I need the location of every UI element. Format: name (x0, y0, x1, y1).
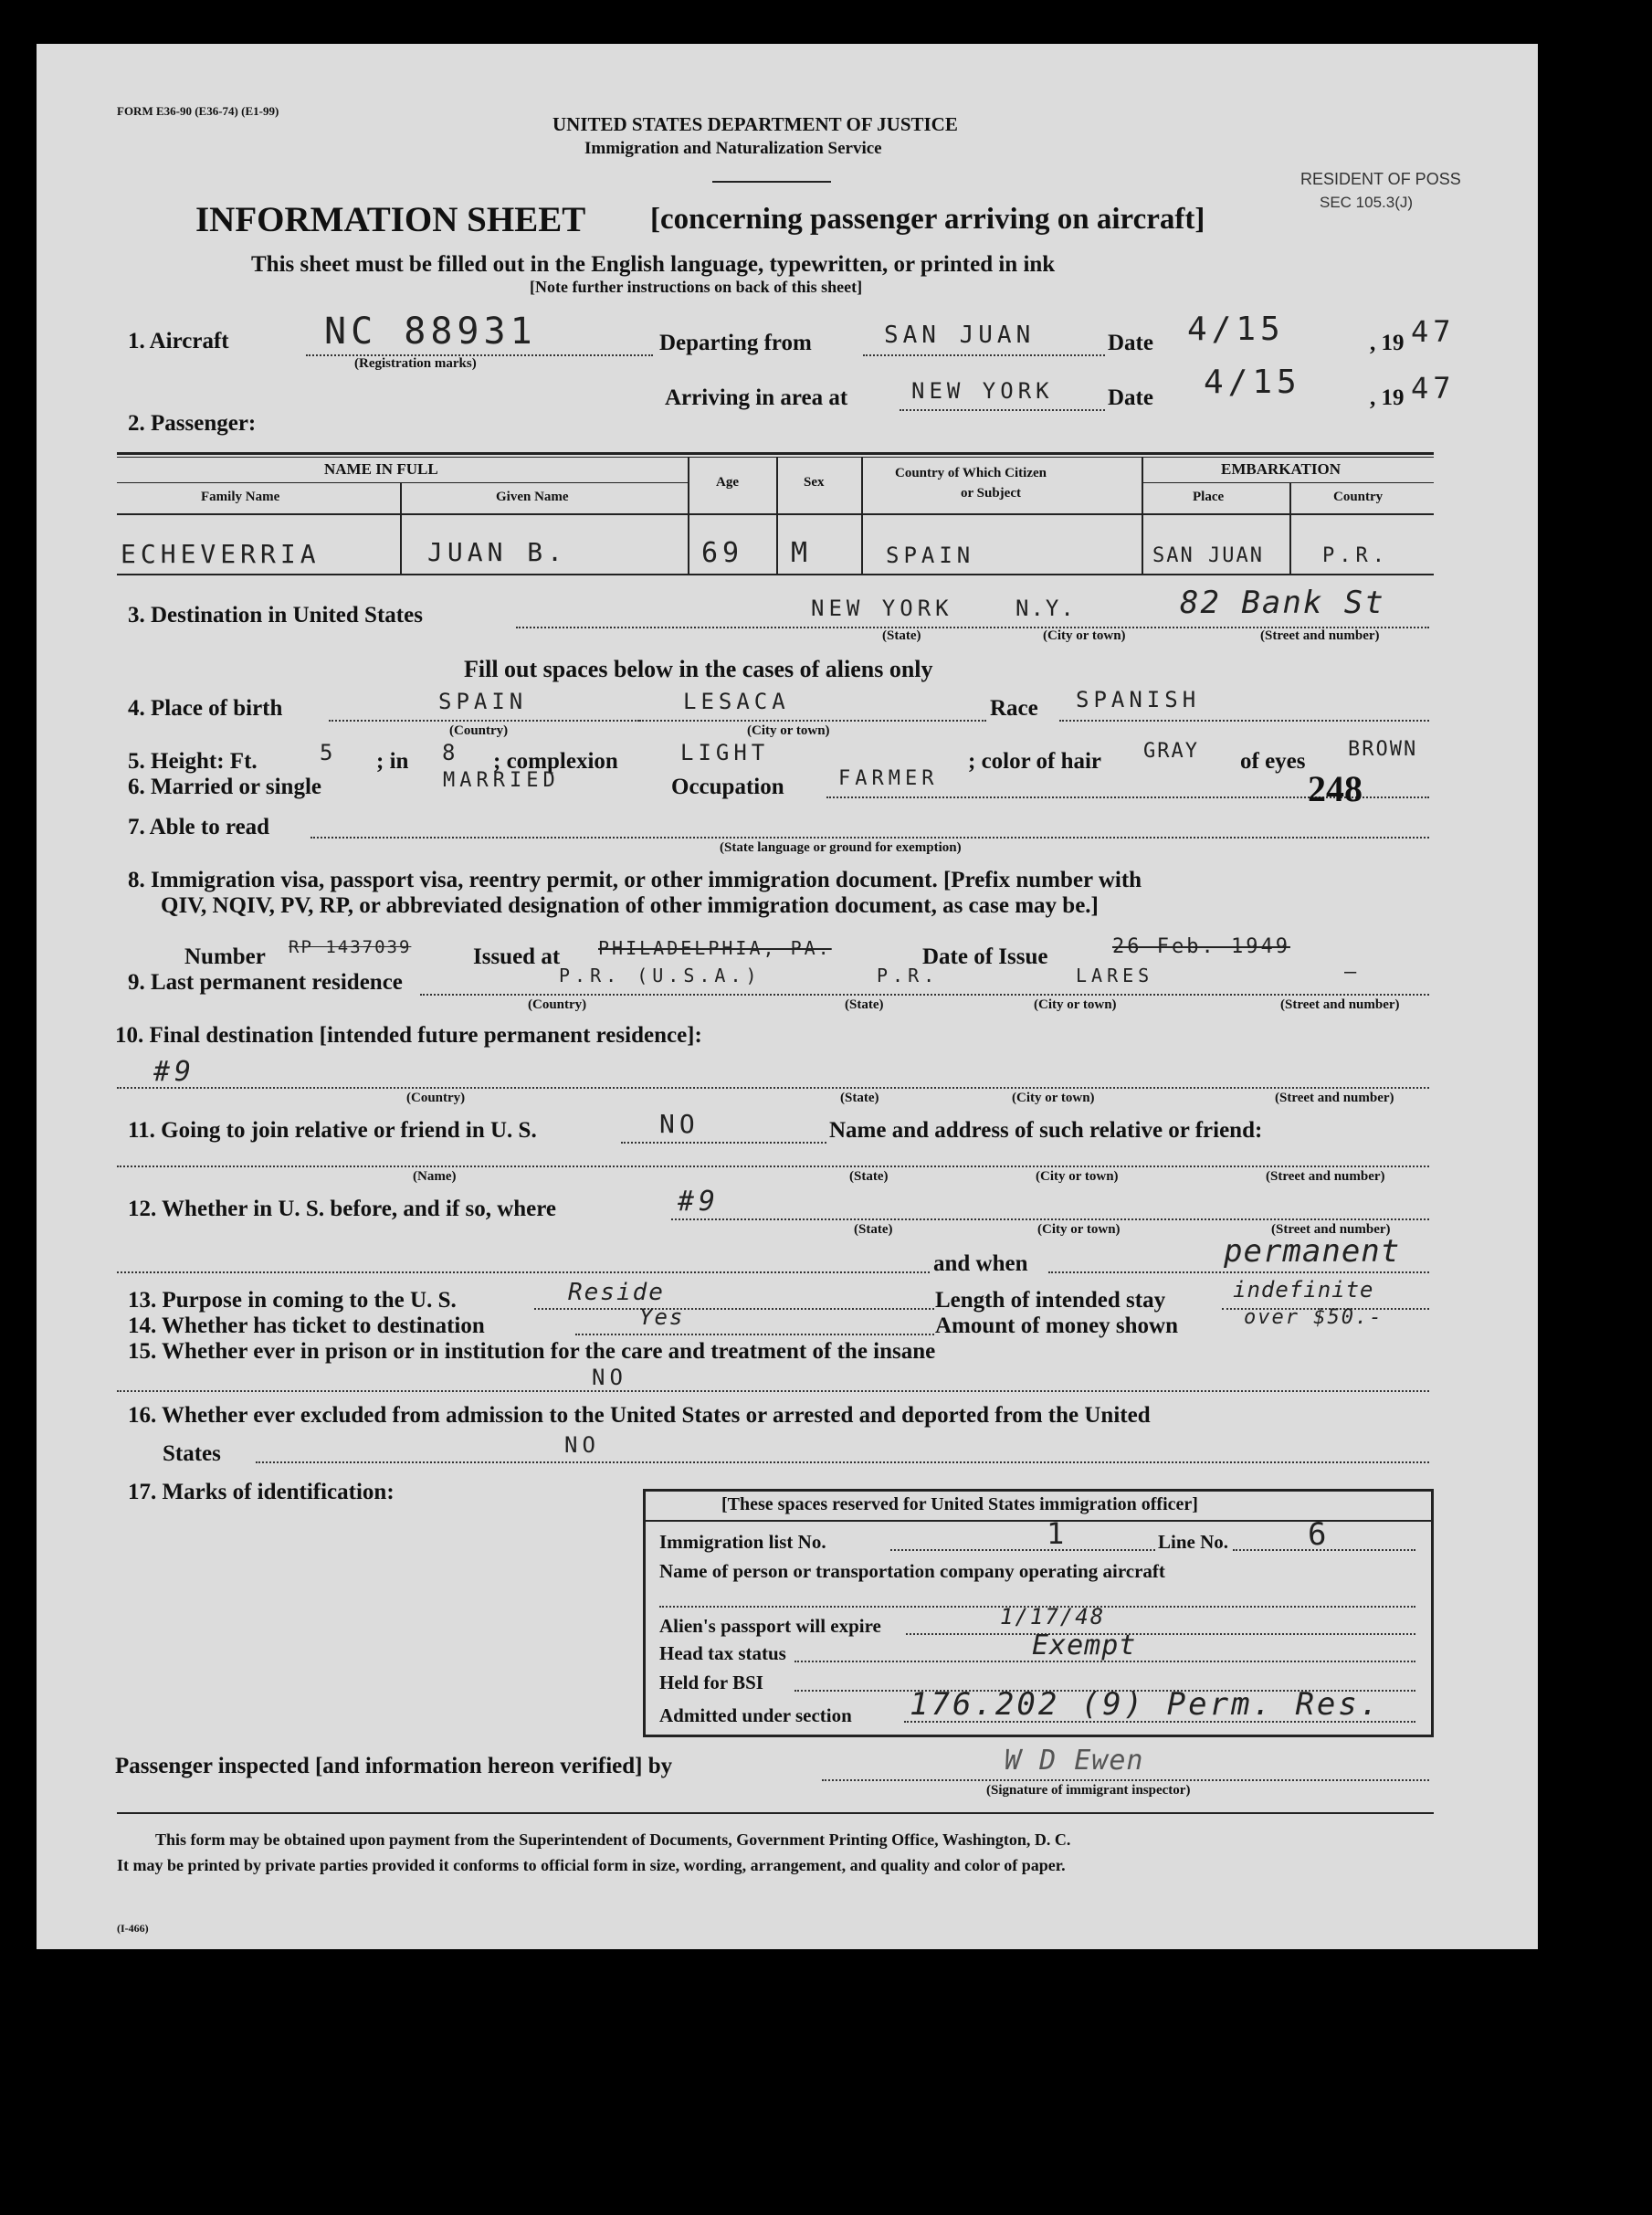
col-divider-3 (776, 457, 778, 574)
inspector-signature: W D Ewen (1005, 1745, 1144, 1777)
stamp-code: SEC 105.3(J) (1320, 194, 1414, 211)
prison-line (117, 1390, 1429, 1392)
stamp-resident: RESIDENT OF POSS (1300, 170, 1461, 188)
departing-year-label: , 19 (1370, 331, 1405, 355)
admitted-section-label: Admitted under section (659, 1704, 852, 1726)
destination-city: NEW YORK (811, 596, 953, 621)
occupation-label: Occupation (671, 775, 784, 799)
purpose-line (534, 1308, 934, 1310)
footer-form-code: (I-466) (117, 1922, 149, 1935)
service-title: Immigration and Naturalization Service (584, 139, 882, 158)
family-name-value: ECHEVERRIA (121, 539, 321, 569)
married-value: MARRIED (443, 769, 560, 792)
hair-value: GRAY (1143, 740, 1199, 763)
departing-year-value: 47 (1411, 314, 1456, 349)
head-tax-value: Exempt (1032, 1630, 1137, 1661)
arriving-line (900, 409, 1105, 411)
length-stay-value: indefinite (1233, 1277, 1374, 1303)
table-top-rule-2 (117, 457, 1434, 458)
embarkation-header: EMBARKATION (1221, 460, 1341, 478)
col-divider-2 (688, 457, 689, 574)
inspector-signature-line (822, 1779, 1429, 1781)
passenger-label: 2. Passenger: (128, 411, 257, 436)
join-relative-value: NO (659, 1109, 700, 1139)
footer-line2: It may be printed by private parties provided it conforms to official form in size, wording, arrangement, and quality and color of paper. (117, 1856, 1066, 1874)
residence-country-value: P.R. (U.S.A.) (559, 965, 762, 986)
passport-expire-label: Alien's passport will expire (659, 1615, 881, 1637)
footer-rule (117, 1812, 1434, 1814)
col-divider-1 (400, 482, 402, 574)
name-sub-rule (117, 482, 688, 483)
residence-street-caption: (Street and number) (1280, 997, 1400, 1012)
officer-box-title: [These spaces reserved for United States immigration officer] (721, 1494, 1198, 1514)
height-inches-label: ; in (376, 749, 409, 774)
departing-date-label: Date (1108, 331, 1153, 355)
relative-city-caption: (City or town) (1036, 1169, 1119, 1184)
destination-street-caption: (Street and number) (1260, 628, 1380, 643)
passport-expire-line (906, 1633, 1415, 1635)
married-label: 6. Married or single (128, 775, 321, 799)
height-inches-value: 8 (442, 740, 460, 765)
length-stay-label: Length of intended stay (935, 1288, 1166, 1313)
arriving-value: NEW YORK (911, 378, 1054, 404)
arriving-date-value: 4/15 (1204, 364, 1301, 401)
excluded-value: NO (564, 1432, 600, 1458)
residence-state-caption: (State) (845, 997, 884, 1012)
final-destination-value: #9 (153, 1056, 196, 1088)
citizen-value: SPAIN (886, 543, 975, 568)
previous-visit-line (671, 1218, 1429, 1220)
and-when-value: permanent (1224, 1233, 1401, 1270)
sex-value: M (791, 537, 813, 569)
prison-label: 15. Whether ever in prison or in institution for the care and treatment of the insane (128, 1339, 936, 1364)
eyes-value: BROWN (1348, 738, 1418, 761)
inspector-signature-caption: (Signature of immigrant inspector) (986, 1783, 1191, 1798)
excluded-label-line2: States (163, 1441, 221, 1466)
visa-number-label: Number (184, 944, 266, 969)
purpose-value: Reside (568, 1279, 665, 1306)
col-divider-5 (1142, 457, 1143, 574)
money-label: Amount of money shown (935, 1313, 1179, 1338)
prison-value: NO (592, 1365, 627, 1390)
visa-label-line2: QIV, NQIV, PV, RP, or abbreviated designation of other immigration document, as case may be.] (161, 893, 1099, 918)
immigration-list-line (890, 1549, 1155, 1551)
birth-city-caption: (City or town) (747, 723, 830, 738)
previous-visit-line-2 (117, 1271, 930, 1273)
race-value: SPANISH (1076, 687, 1201, 712)
instruction-line: This sheet must be filled out in the English language, typewritten, or printed in ink (251, 252, 1056, 277)
final-street-caption: (Street and number) (1275, 1091, 1394, 1105)
immigration-list-label: Immigration list No. (659, 1531, 826, 1553)
marks-label: 17. Marks of identification: (128, 1480, 395, 1504)
read-caption: (State language or ground for exemption) (720, 840, 962, 855)
excluded-line (256, 1461, 1429, 1463)
destination-state: N.Y. (1015, 596, 1076, 621)
age-header: Age (716, 475, 739, 490)
relative-address-line (117, 1166, 1429, 1167)
destination-label: 3. Destination in United States (128, 603, 423, 628)
sex-header: Sex (804, 475, 825, 490)
inspected-label: Passenger inspected [and information hereon verified] by (115, 1754, 673, 1778)
destination-city-caption: (City or town) (1043, 628, 1126, 643)
passport-expire-value: 1/17/48 (1000, 1604, 1106, 1630)
admitted-section-line (904, 1721, 1415, 1723)
previous-city-caption: (City or town) (1037, 1222, 1121, 1237)
read-label: 7. Able to read (128, 815, 270, 839)
complexion-value: LIGHT (680, 740, 770, 765)
table-bottom-rule (117, 574, 1434, 575)
page-title: INFORMATION SHEET (195, 200, 586, 239)
departing-value: SAN JUAN (884, 322, 1036, 349)
ticket-value: Yes (639, 1304, 685, 1330)
department-title: UNITED STATES DEPARTMENT OF JUSTICE (552, 113, 958, 135)
country-header: Country (1333, 490, 1384, 504)
departing-line (863, 354, 1105, 356)
page-subtitle: [concerning passenger arriving on aircraft] (650, 203, 1205, 236)
birth-city-value: LESACA (683, 689, 790, 714)
line-no-line (1233, 1549, 1415, 1551)
col-divider-4 (861, 457, 863, 574)
arriving-year-label: , 19 (1370, 385, 1405, 410)
and-when-line (1048, 1271, 1429, 1273)
arriving-label: Arriving in area at (665, 385, 848, 410)
arriving-date-label: Date (1108, 385, 1153, 410)
departing-date-value: 4/15 (1187, 311, 1285, 348)
registration-caption: (Registration marks) (354, 356, 477, 371)
previous-state-caption: (State) (854, 1222, 893, 1237)
join-relative-line (621, 1142, 826, 1144)
hair-label: ; color of hair (968, 749, 1102, 774)
relative-name-label: Name and address of such relative or friend: (829, 1118, 1263, 1143)
table-top-rule (117, 452, 1434, 455)
issued-at-label: Issued at (473, 944, 561, 969)
admitted-section-value: 176.202 (9) Perm. Res. (910, 1686, 1382, 1723)
page-number: 248 (1308, 768, 1363, 809)
height-label: 5. Height: Ft. (128, 749, 258, 774)
visa-label-line1: 8. Immigration visa, passport visa, reentry permit, or other immigration document. [Prefix number with (128, 868, 1142, 892)
previous-visit-label: 12. Whether in U. S. before, and if so, where (128, 1197, 556, 1221)
head-tax-line (794, 1661, 1415, 1662)
operator-label: Name of person or transportation company operating aircraft (659, 1560, 1165, 1582)
residence-street-value: — (1344, 961, 1362, 984)
name-in-full-header: NAME IN FULL (324, 460, 438, 478)
excluded-label-line1: 16. Whether ever excluded from admission to the United States or arrested and deported from the United (128, 1403, 1151, 1428)
race-label: Race (990, 696, 1038, 721)
line-no-value: 6 (1308, 1516, 1331, 1553)
purpose-label: 13. Purpose in coming to the U. S. (128, 1288, 457, 1313)
race-line (1059, 720, 1429, 722)
complexion-label: ; complexion (493, 749, 618, 774)
age-value: 69 (701, 537, 744, 569)
relative-name-caption: (Name) (413, 1169, 457, 1184)
embark-country-value: P.R. (1322, 544, 1389, 567)
departing-label: Departing from (659, 331, 812, 355)
birth-city-line (639, 720, 986, 722)
header-bottom-rule (117, 513, 1434, 515)
birth-country-line (329, 720, 639, 722)
money-value: over $50.- (1244, 1306, 1384, 1329)
citizen-header-2: or Subject (961, 486, 1021, 501)
visa-number-value: RP 1437039 (289, 937, 412, 957)
issue-date-label: Date of Issue (922, 944, 1048, 969)
given-name-value: JUAN B. (427, 537, 568, 567)
embark-place-value: SAN JUAN (1152, 544, 1264, 567)
line-no-label: Line No. (1158, 1531, 1229, 1553)
place-header: Place (1193, 490, 1225, 504)
residence-label: 9. Last permanent residence (128, 970, 403, 995)
issue-date-value: 26 Feb. 1949 (1112, 935, 1290, 958)
occupation-value: FARMER (838, 767, 939, 790)
destination-state-caption: (State) (882, 628, 921, 643)
destination-street: 82 Bank St (1180, 585, 1385, 621)
residence-country-caption: (Country) (528, 997, 587, 1012)
previous-visit-value: #9 (678, 1186, 721, 1218)
family-name-header: Family Name (201, 490, 280, 504)
footer-line1: This form may be obtained upon payment from the Superintendent of Documents, Government Printing Office, Washington, D. C. (155, 1830, 1071, 1849)
form-number: FORM E36-90 (E36-74) (E1-99) (117, 104, 279, 118)
header-rule (712, 181, 831, 183)
issued-at-value: PHILADELPHIA, PA. (598, 937, 832, 959)
ticket-line (575, 1334, 934, 1335)
immigration-list-value: 1 (1047, 1516, 1069, 1551)
previous-street-caption: (Street and number) (1271, 1222, 1391, 1237)
residence-city-caption: (City or town) (1034, 997, 1117, 1012)
aliens-only-heading: Fill out spaces below in the cases of aliens only (464, 656, 933, 682)
residence-city-value: LARES (1076, 965, 1154, 986)
final-country-caption: (Country) (406, 1091, 466, 1105)
relative-street-caption: (Street and number) (1266, 1169, 1385, 1184)
birth-country-value: SPAIN (438, 689, 528, 714)
height-feet-value: 5 (320, 740, 338, 765)
final-destination-line (117, 1087, 1429, 1089)
citizen-header-1: Country of Which Citizen (895, 466, 1047, 480)
join-relative-label: 11. Going to join relative or friend in U. S. (128, 1118, 537, 1143)
and-when-label: and when (933, 1251, 1028, 1276)
final-city-caption: (City or town) (1012, 1091, 1095, 1105)
final-destination-label: 10. Final destination [intended future permanent residence]: (115, 1023, 702, 1048)
ticket-label: 14. Whether has ticket to destination (128, 1313, 485, 1338)
held-bsi-label: Held for BSI (659, 1672, 763, 1693)
given-name-header: Given Name (496, 490, 569, 504)
arriving-year-value: 47 (1411, 371, 1456, 406)
aircraft-label: 1. Aircraft (128, 329, 229, 353)
col-divider-6 (1289, 482, 1291, 574)
residence-state-value: P.R. (877, 965, 940, 986)
birth-place-label: 4. Place of birth (128, 696, 283, 721)
aircraft-value: NC 88931 (324, 311, 537, 353)
read-line (310, 837, 1429, 839)
final-state-caption: (State) (840, 1091, 879, 1105)
instruction-note: [Note further instructions on back of this sheet] (530, 278, 863, 296)
birth-country-caption: (Country) (449, 723, 509, 738)
eyes-label: of eyes (1240, 749, 1306, 774)
embark-sub-rule (1142, 482, 1434, 483)
relative-state-caption: (State) (849, 1169, 889, 1184)
residence-line (420, 994, 1429, 996)
head-tax-label: Head tax status (659, 1642, 786, 1664)
